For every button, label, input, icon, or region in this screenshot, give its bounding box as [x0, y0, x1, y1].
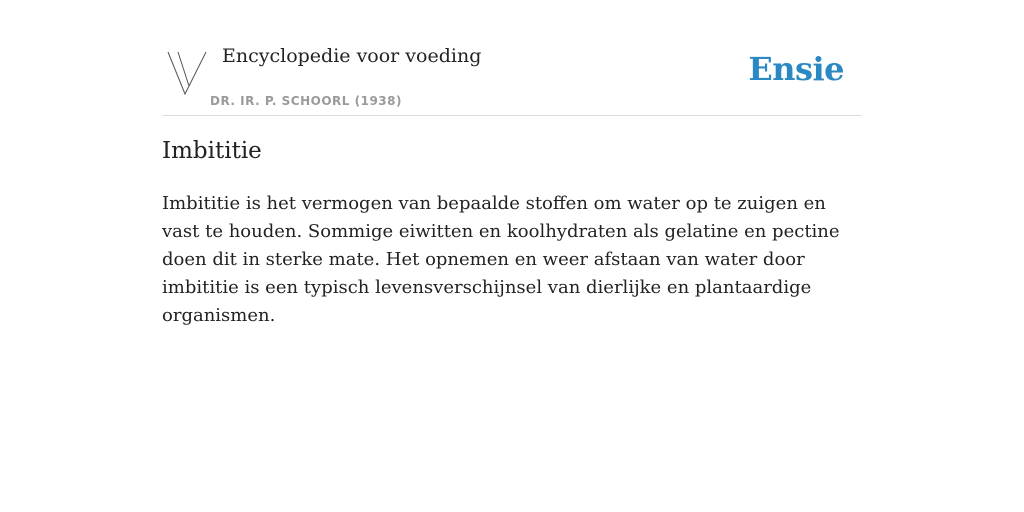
book-author: DR. IR. P. SCHOORL (1938) — [210, 94, 402, 108]
book-title-link[interactable]: Encyclopedie voor voeding — [222, 45, 482, 67]
book-header — [162, 40, 862, 116]
article-title: Imbititie — [162, 138, 262, 164]
article-body: Imbititie is het vermogen van bepaalde stoffen om water op te zuigen en vast te houden. Sommige eiwitten en koolhydraten als gelatine en pectine doen dit in sterke mate. Het opnemen en weer afstaan van water door imbititie is een typisch levensverschijnsel van dierlijke en plantaardige organismen. — [162, 193, 840, 326]
v-logo-icon[interactable] — [166, 50, 208, 96]
ensie-logo-link[interactable]: Ensie — [748, 50, 844, 88]
